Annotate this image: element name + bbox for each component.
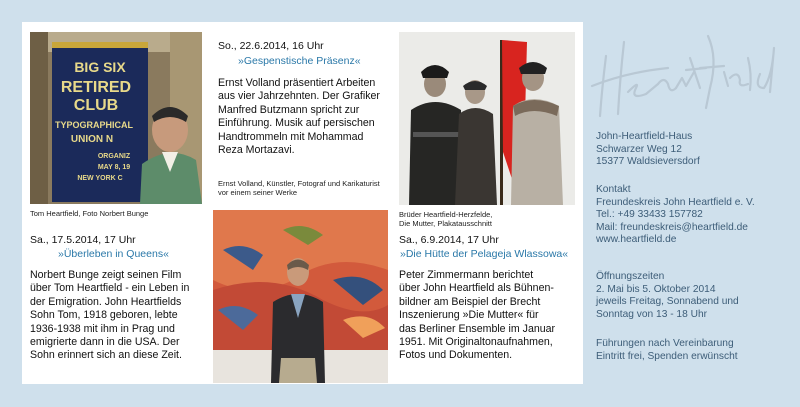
address-line: 15377 Waldsieversdorf	[596, 156, 700, 168]
hours-line: jeweils Freitag, Sonnabend und	[596, 296, 739, 308]
banner-line: RETIRED	[60, 79, 132, 96]
text-line: bildner am Beispiel der Brecht	[399, 295, 541, 308]
text-line: Ernst Volland präsentiert Arbeiten	[218, 77, 376, 89]
event1-description	[30, 269, 189, 363]
event2-description	[218, 77, 380, 157]
text-line: Norbert Bunge zeigt seinen Film	[30, 269, 182, 281]
hours-heading: Öffnungszeiten	[596, 271, 665, 282]
text-line: über John Heartfield als Bühnen-	[399, 282, 554, 295]
text-line: das Berliner Ensemble im Januar	[399, 322, 556, 335]
address-line: John-Heartfield-Haus	[596, 131, 693, 142]
text-line: emigrierte dann in die USA. Der	[30, 336, 180, 349]
text-line: Einführung. Musik auf persischen	[218, 117, 375, 130]
banner-line: TYPOGRAPHICAL	[54, 120, 134, 130]
caption-line: Die Mutter, Plakatausschnitt	[399, 219, 492, 228]
caption-line: vor einem seiner Werke	[218, 188, 298, 197]
event3-title: »Die Hütte der Pelageja Wlassowa«	[400, 248, 569, 260]
hours-line: Sonntag von 13 - 18 Uhr	[596, 308, 708, 320]
photo-caption	[399, 210, 492, 228]
text-line: Fotos und Dokumenten.	[399, 349, 513, 362]
photo-caption: Tom Heartfield, Foto Norbert Bunge	[30, 209, 149, 218]
photo-caption	[218, 179, 380, 197]
photo-ernst-volland	[213, 210, 388, 383]
heartfield-signature-logo	[588, 28, 788, 128]
note-line: Führungen nach Vereinbarung	[596, 338, 734, 349]
photo-die-mutter	[399, 32, 575, 205]
website-link[interactable]: www.heartfield.de	[596, 234, 677, 246]
banner-line: BIG SIX	[74, 59, 126, 75]
contact-email[interactable]: Mail: freundeskreis@heartfield.de	[596, 221, 748, 233]
text-line: der Emigration. John Heartfields	[30, 295, 182, 308]
text-line: Inszenierung »Die Mutter« für	[399, 309, 539, 322]
banner-line: MAY 8, 19	[97, 164, 131, 171]
notes-block	[596, 338, 738, 363]
photo-tom-heartfield	[30, 32, 202, 204]
event3-date: Sa., 6.9.2014, 17 Uhr	[399, 234, 499, 246]
text-line: Sohn erinnert sich an diese Zeit.	[30, 349, 182, 362]
contact-line: Freundeskreis John Heartfield e. V.	[596, 196, 755, 208]
note-line: Eintritt frei, Spenden erwünscht	[596, 350, 738, 362]
text-line: 1951. Mit Originaltonaufnahmen,	[399, 336, 553, 349]
caption-line: Ernst Volland, Künstler, Fotograf und Karikaturist	[218, 179, 380, 188]
contact-phone: Tel.: +49 33433 157782	[596, 209, 703, 221]
text-line: Sohn Tom, 1918 geboren, lebte	[30, 309, 178, 322]
text-line: über Tom Heartfield - ein Leben in	[30, 282, 190, 295]
event2-title: »Gespenstische Präsenz«	[238, 55, 361, 67]
banner-line: CLUB	[73, 97, 119, 114]
text-line: Handtrommeln mit Mohammad	[218, 130, 364, 143]
text-line: Reza Mortazavi.	[218, 144, 295, 157]
event1-date: Sa., 17.5.2014, 17 Uhr	[30, 234, 136, 246]
address-block	[596, 131, 700, 169]
text-line: Peter Zimmermann berichtet	[399, 269, 534, 281]
caption-line: Brüder Heartfield-Herzfelde,	[399, 210, 493, 219]
banner-line: NEW YORK C	[77, 175, 123, 182]
event1-title: »Überleben in Queens«	[58, 248, 169, 260]
address-line: Schwarzer Weg 12	[596, 143, 682, 155]
text-line: 1936-1938 mit ihm in Prag und	[30, 322, 175, 335]
text-line: aus vier Jahrzehnten. Der Grafiker	[218, 90, 380, 103]
hours-line: 2. Mai bis 5. Oktober 2014	[596, 283, 716, 295]
event3-description	[399, 269, 555, 363]
opening-hours-block	[596, 271, 739, 321]
contact-heading: Kontakt	[596, 184, 631, 195]
banner-line: ORGANIZ	[97, 153, 131, 160]
contact-block	[596, 184, 755, 247]
text-line: Manfred Butzmann spricht zur	[218, 103, 360, 116]
event2-date: So., 22.6.2014, 16 Uhr	[218, 40, 324, 52]
banner-line: UNION N	[70, 134, 114, 145]
